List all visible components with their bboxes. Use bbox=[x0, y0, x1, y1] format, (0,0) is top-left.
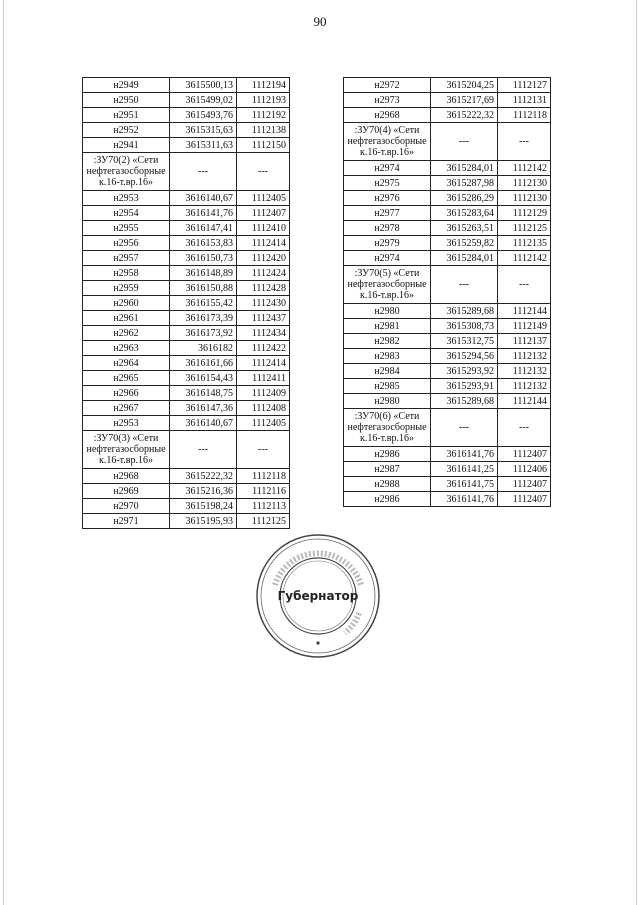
x-coordinate-cell: 3616153,83 bbox=[170, 236, 237, 251]
y-coordinate-cell: --- bbox=[498, 409, 551, 447]
x-coordinate-cell: 3616141,76 bbox=[170, 206, 237, 221]
y-coordinate-cell: 1112116 bbox=[237, 484, 290, 499]
x-coordinate-cell: 3615294,56 bbox=[431, 349, 498, 364]
table-row bbox=[344, 447, 551, 462]
table-row bbox=[344, 108, 551, 123]
table-row bbox=[83, 514, 290, 529]
table-row bbox=[344, 477, 551, 492]
y-coordinate-cell: 1112414 bbox=[237, 356, 290, 371]
y-coordinate-cell: 1112410 bbox=[237, 221, 290, 236]
x-coordinate-cell: 3615287,98 bbox=[431, 176, 498, 191]
table-row bbox=[344, 236, 551, 251]
y-coordinate-cell: 1112125 bbox=[498, 221, 551, 236]
table-row bbox=[83, 191, 290, 206]
zone-name-cell: :ЗУ70(2) «Сети нефтегазосборные к.16-т.вр.16» bbox=[83, 153, 170, 191]
point-id-cell: н2971 bbox=[83, 514, 170, 529]
point-id-cell: н2968 bbox=[83, 469, 170, 484]
point-id-cell: н2977 bbox=[344, 206, 431, 221]
y-coordinate-cell: 1112420 bbox=[237, 251, 290, 266]
table-row bbox=[83, 123, 290, 138]
y-coordinate-cell: 1112428 bbox=[237, 281, 290, 296]
table-row bbox=[83, 371, 290, 386]
y-coordinate-cell: 1112430 bbox=[237, 296, 290, 311]
table-row bbox=[344, 349, 551, 364]
page-edge-left bbox=[3, 0, 4, 905]
x-coordinate-cell: 3616154,43 bbox=[170, 371, 237, 386]
table-row bbox=[83, 469, 290, 484]
point-id-cell: н2962 bbox=[83, 326, 170, 341]
x-coordinate-cell: --- bbox=[431, 409, 498, 447]
y-coordinate-cell: 1112142 bbox=[498, 251, 551, 266]
table-row bbox=[83, 296, 290, 311]
point-id-cell: н2953 bbox=[83, 191, 170, 206]
point-id-cell: н2956 bbox=[83, 236, 170, 251]
y-coordinate-cell: 1112144 bbox=[498, 394, 551, 409]
x-coordinate-cell: --- bbox=[170, 153, 237, 191]
x-coordinate-cell: 3616155,42 bbox=[170, 296, 237, 311]
table-row bbox=[344, 221, 551, 236]
y-coordinate-cell: 1112422 bbox=[237, 341, 290, 356]
y-coordinate-cell: 1112192 bbox=[237, 108, 290, 123]
table-row bbox=[344, 462, 551, 477]
table-row bbox=[83, 206, 290, 221]
point-id-cell: н2976 bbox=[344, 191, 431, 206]
point-id-cell: н2978 bbox=[344, 221, 431, 236]
y-coordinate-cell: 1112144 bbox=[498, 304, 551, 319]
point-id-cell: н2987 bbox=[344, 462, 431, 477]
x-coordinate-cell: 3615204,25 bbox=[431, 78, 498, 93]
coordinates-table-left-body bbox=[83, 78, 290, 529]
coordinates-table-left bbox=[82, 77, 290, 529]
zone-name-cell: :ЗУ70(5) «Сети нефтегазосборные к.16-т.вр.16» bbox=[344, 266, 431, 304]
point-id-cell: н2949 bbox=[83, 78, 170, 93]
table-row bbox=[83, 499, 290, 514]
point-id-cell: н2966 bbox=[83, 386, 170, 401]
point-id-cell: н2963 bbox=[83, 341, 170, 356]
table-row bbox=[83, 311, 290, 326]
point-id-cell: н2967 bbox=[83, 401, 170, 416]
zone-header-row bbox=[83, 431, 290, 469]
table-row bbox=[83, 251, 290, 266]
point-id-cell: н2986 bbox=[344, 492, 431, 507]
point-id-cell: н2969 bbox=[83, 484, 170, 499]
table-row bbox=[344, 319, 551, 334]
y-coordinate-cell: 1112113 bbox=[237, 499, 290, 514]
y-coordinate-cell: 1112118 bbox=[498, 108, 551, 123]
y-coordinate-cell: 1112149 bbox=[498, 319, 551, 334]
x-coordinate-cell: 3615263,51 bbox=[431, 221, 498, 236]
table-row bbox=[83, 484, 290, 499]
point-id-cell: н2980 bbox=[344, 394, 431, 409]
x-coordinate-cell: 3616148,75 bbox=[170, 386, 237, 401]
table-row bbox=[344, 364, 551, 379]
point-id-cell: н2979 bbox=[344, 236, 431, 251]
table-row bbox=[83, 356, 290, 371]
y-coordinate-cell: 1112132 bbox=[498, 379, 551, 394]
y-coordinate-cell: 1112135 bbox=[498, 236, 551, 251]
point-id-cell: н2964 bbox=[83, 356, 170, 371]
x-coordinate-cell: 3615289,68 bbox=[431, 394, 498, 409]
y-coordinate-cell: --- bbox=[498, 266, 551, 304]
point-id-cell: н2959 bbox=[83, 281, 170, 296]
point-id-cell: н2973 bbox=[344, 93, 431, 108]
y-coordinate-cell: 1112150 bbox=[237, 138, 290, 153]
point-id-cell: н2970 bbox=[83, 499, 170, 514]
point-id-cell: н2982 bbox=[344, 334, 431, 349]
table-row bbox=[83, 281, 290, 296]
table-row bbox=[83, 138, 290, 153]
y-coordinate-cell: 1112132 bbox=[498, 364, 551, 379]
point-id-cell: н2955 bbox=[83, 221, 170, 236]
y-coordinate-cell: 1112411 bbox=[237, 371, 290, 386]
point-id-cell: н2952 bbox=[83, 123, 170, 138]
y-coordinate-cell: 1112407 bbox=[237, 206, 290, 221]
point-id-cell: н2988 bbox=[344, 477, 431, 492]
page-edge-right bbox=[636, 0, 637, 905]
x-coordinate-cell: 3616141,25 bbox=[431, 462, 498, 477]
x-coordinate-cell: 3615289,68 bbox=[431, 304, 498, 319]
x-coordinate-cell: 3615499,02 bbox=[170, 93, 237, 108]
x-coordinate-cell: 3615259,82 bbox=[431, 236, 498, 251]
point-id-cell: н2974 bbox=[344, 161, 431, 176]
y-coordinate-cell: 1112414 bbox=[237, 236, 290, 251]
y-coordinate-cell: 1112137 bbox=[498, 334, 551, 349]
y-coordinate-cell: 1112437 bbox=[237, 311, 290, 326]
y-coordinate-cell: 1112193 bbox=[237, 93, 290, 108]
x-coordinate-cell: 3615493,76 bbox=[170, 108, 237, 123]
y-coordinate-cell: 1112131 bbox=[498, 93, 551, 108]
x-coordinate-cell: 3615217,69 bbox=[431, 93, 498, 108]
x-coordinate-cell: 3616173,92 bbox=[170, 326, 237, 341]
seal-label: Губернатор bbox=[277, 589, 359, 603]
point-id-cell: н2961 bbox=[83, 311, 170, 326]
y-coordinate-cell: 1112409 bbox=[237, 386, 290, 401]
y-coordinate-cell: 1112407 bbox=[498, 477, 551, 492]
table-row bbox=[344, 304, 551, 319]
y-coordinate-cell: 1112127 bbox=[498, 78, 551, 93]
table-row bbox=[83, 341, 290, 356]
coordinates-table-right-body bbox=[344, 78, 551, 507]
y-coordinate-cell: 1112405 bbox=[237, 416, 290, 431]
table-row bbox=[344, 176, 551, 191]
y-coordinate-cell: 1112125 bbox=[237, 514, 290, 529]
point-id-cell: н2985 bbox=[344, 379, 431, 394]
table-row bbox=[344, 206, 551, 221]
table-row bbox=[83, 78, 290, 93]
x-coordinate-cell: 3615286,29 bbox=[431, 191, 498, 206]
zone-header-row bbox=[344, 123, 551, 161]
y-coordinate-cell: 1112407 bbox=[498, 447, 551, 462]
table-row bbox=[83, 236, 290, 251]
y-coordinate-cell: 1112408 bbox=[237, 401, 290, 416]
y-coordinate-cell: 1112129 bbox=[498, 206, 551, 221]
x-coordinate-cell: 3615216,36 bbox=[170, 484, 237, 499]
y-coordinate-cell: 1112130 bbox=[498, 176, 551, 191]
x-coordinate-cell: 3615312,75 bbox=[431, 334, 498, 349]
y-coordinate-cell: 1112130 bbox=[498, 191, 551, 206]
table-row bbox=[344, 492, 551, 507]
x-coordinate-cell: 3616141,76 bbox=[431, 492, 498, 507]
x-coordinate-cell: 3616140,67 bbox=[170, 416, 237, 431]
point-id-cell: н2954 bbox=[83, 206, 170, 221]
y-coordinate-cell: 1112132 bbox=[498, 349, 551, 364]
table-row bbox=[83, 108, 290, 123]
x-coordinate-cell: --- bbox=[431, 123, 498, 161]
table-row bbox=[344, 191, 551, 206]
point-id-cell: н2968 bbox=[344, 108, 431, 123]
table-row bbox=[83, 221, 290, 236]
x-coordinate-cell: 3615283,64 bbox=[431, 206, 498, 221]
y-coordinate-cell: 1112407 bbox=[498, 492, 551, 507]
x-coordinate-cell: 3615284,01 bbox=[431, 161, 498, 176]
y-coordinate-cell: 1112434 bbox=[237, 326, 290, 341]
table-row bbox=[344, 379, 551, 394]
table-row bbox=[83, 386, 290, 401]
zone-name-cell: :ЗУ70(4) «Сети нефтегазосборные к.16-т.вр.16» bbox=[344, 123, 431, 161]
y-coordinate-cell: 1112138 bbox=[237, 123, 290, 138]
x-coordinate-cell: 3615315,63 bbox=[170, 123, 237, 138]
point-id-cell: н2957 bbox=[83, 251, 170, 266]
x-coordinate-cell: 3615222,32 bbox=[431, 108, 498, 123]
page-number: 90 bbox=[313, 14, 327, 29]
x-coordinate-cell: 3615222,32 bbox=[170, 469, 237, 484]
x-coordinate-cell: 3615308,73 bbox=[431, 319, 498, 334]
table-row bbox=[83, 416, 290, 431]
zone-header-row bbox=[344, 266, 551, 304]
y-coordinate-cell: --- bbox=[237, 153, 290, 191]
table-row bbox=[344, 161, 551, 176]
x-coordinate-cell: 3616173,39 bbox=[170, 311, 237, 326]
coordinates-table-right bbox=[343, 77, 551, 507]
y-coordinate-cell: 1112142 bbox=[498, 161, 551, 176]
x-coordinate-cell: --- bbox=[170, 431, 237, 469]
x-coordinate-cell: 3615293,91 bbox=[431, 379, 498, 394]
point-id-cell: н2975 bbox=[344, 176, 431, 191]
point-id-cell: н2950 bbox=[83, 93, 170, 108]
point-id-cell: н2980 bbox=[344, 304, 431, 319]
table-row bbox=[83, 401, 290, 416]
x-coordinate-cell: 3615195,93 bbox=[170, 514, 237, 529]
point-id-cell: н2983 bbox=[344, 349, 431, 364]
point-id-cell: н2960 bbox=[83, 296, 170, 311]
table-row bbox=[83, 326, 290, 341]
x-coordinate-cell: 3615198,24 bbox=[170, 499, 237, 514]
x-coordinate-cell: 3616141,76 bbox=[431, 447, 498, 462]
table-row bbox=[83, 266, 290, 281]
point-id-cell: н2941 bbox=[83, 138, 170, 153]
table-row bbox=[344, 394, 551, 409]
zone-header-row bbox=[344, 409, 551, 447]
point-id-cell: н2965 bbox=[83, 371, 170, 386]
table-row bbox=[344, 251, 551, 266]
point-id-cell: н2951 bbox=[83, 108, 170, 123]
point-id-cell: н2984 bbox=[344, 364, 431, 379]
x-coordinate-cell: 3616182 bbox=[170, 341, 237, 356]
x-coordinate-cell: 3616148,89 bbox=[170, 266, 237, 281]
x-coordinate-cell: 3615500,13 bbox=[170, 78, 237, 93]
x-coordinate-cell: 3615311,63 bbox=[170, 138, 237, 153]
x-coordinate-cell: 3616147,36 bbox=[170, 401, 237, 416]
point-id-cell: н2972 bbox=[344, 78, 431, 93]
point-id-cell: н2958 bbox=[83, 266, 170, 281]
point-id-cell: н2953 bbox=[83, 416, 170, 431]
y-coordinate-cell: 1112424 bbox=[237, 266, 290, 281]
x-coordinate-cell: 3616150,88 bbox=[170, 281, 237, 296]
zone-name-cell: :ЗУ70(6) «Сети нефтегазосборные к.16-т.вр.16» bbox=[344, 409, 431, 447]
y-coordinate-cell: 1112405 bbox=[237, 191, 290, 206]
zone-name-cell: :ЗУ70(3) «Сети нефтегазосборные к.16-т.вр.16» bbox=[83, 431, 170, 469]
zone-header-row bbox=[83, 153, 290, 191]
x-coordinate-cell: 3616141,75 bbox=[431, 477, 498, 492]
table-row bbox=[344, 334, 551, 349]
x-coordinate-cell: 3616161,66 bbox=[170, 356, 237, 371]
point-id-cell: н2974 bbox=[344, 251, 431, 266]
x-coordinate-cell: 3616147,41 bbox=[170, 221, 237, 236]
x-coordinate-cell: 3615284,01 bbox=[431, 251, 498, 266]
point-id-cell: н2981 bbox=[344, 319, 431, 334]
y-coordinate-cell: --- bbox=[237, 431, 290, 469]
x-coordinate-cell: 3616150,73 bbox=[170, 251, 237, 266]
point-id-cell: н2986 bbox=[344, 447, 431, 462]
x-coordinate-cell: 3615293,92 bbox=[431, 364, 498, 379]
x-coordinate-cell: 3616140,67 bbox=[170, 191, 237, 206]
table-row bbox=[83, 93, 290, 108]
y-coordinate-cell: 1112194 bbox=[237, 78, 290, 93]
table-row bbox=[344, 78, 551, 93]
table-row bbox=[344, 93, 551, 108]
y-coordinate-cell: 1112406 bbox=[498, 462, 551, 477]
y-coordinate-cell: --- bbox=[498, 123, 551, 161]
y-coordinate-cell: 1112118 bbox=[237, 469, 290, 484]
x-coordinate-cell: --- bbox=[431, 266, 498, 304]
governor-seal bbox=[255, 533, 381, 659]
